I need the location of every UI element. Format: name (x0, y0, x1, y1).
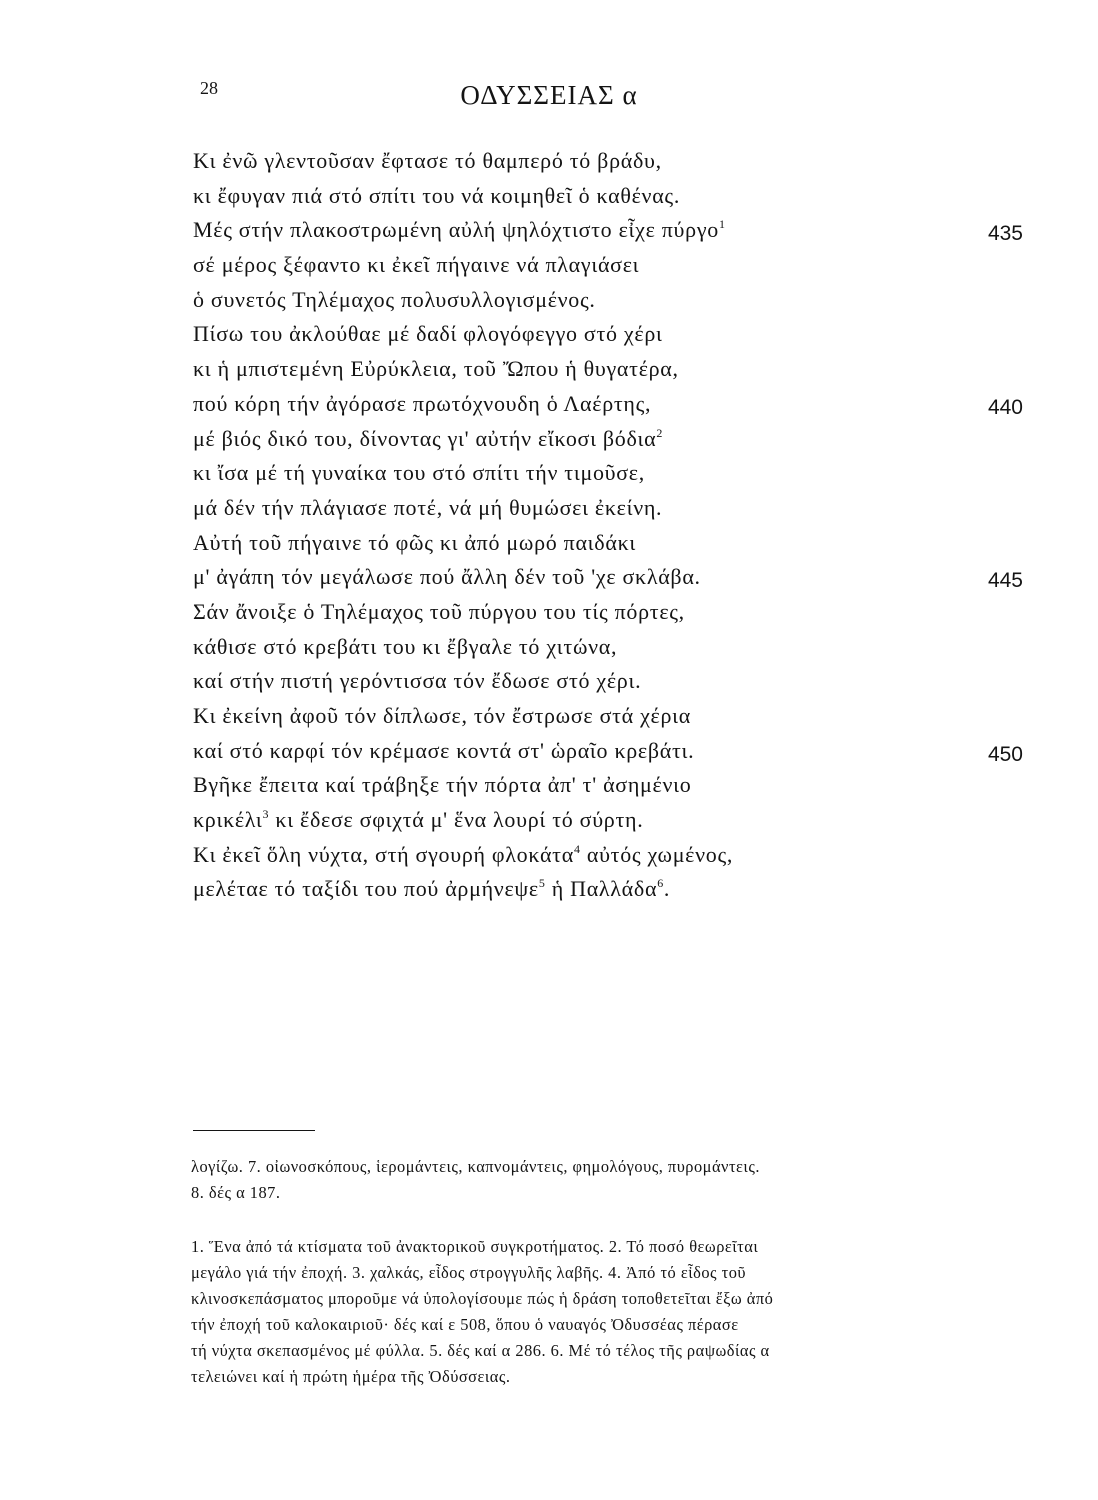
verse-line (193, 491, 1023, 526)
verse-segment: κρικέλι (193, 807, 263, 833)
footnote-marker: 5 (538, 876, 546, 891)
footnote-line: 1. Ἕνα ἀπό τά κτίσματα τοῦ ἀνακτορικοῦ συγκροτήματος. 2. Τό ποσό θεωρεῖται (191, 1237, 759, 1256)
verse-text (193, 426, 663, 451)
verse-segment: Κι ἐνῶ γλεντοῦσαν ἔφτασε τό θαμπερό τό βράδυ, (193, 148, 662, 173)
verse-text (193, 530, 636, 555)
verse-text (193, 634, 617, 659)
footnote-line: μεγάλο γιά τήν ἐποχή. 3. χαλκάς, εἶδος στρογγυλῆς λαβῆς. 4. Ἀπό τό εἶδος τοῦ (191, 1263, 747, 1282)
footnote-line: κλινοσκεπάσματος μποροῦμε νά ὑπολογίσουμε πώς ἡ δράση τοποθετεῖται ἔξω ἀπό (191, 1289, 774, 1308)
verse-segment: Βγῆκε ἔπειτα καί τράβηξε τήν πόρτα ἀπ' τ' ἀσημένιο (193, 772, 692, 798)
verse-segment: . (663, 876, 671, 902)
verse-line (193, 422, 1023, 457)
verse-segment: καί στήν πιστή γερόντισσα τόν ἔδωσε στό χέρι. (193, 668, 642, 694)
verse-line (193, 317, 1023, 352)
footnote-line: τή νύχτα σκεπασμένος μέ φύλλα. 5. δές καί α 286. 6. Μέ τό τέλος τῆς ραψωδίας α (191, 1341, 770, 1360)
verse-text (193, 460, 645, 485)
verse-text (193, 356, 679, 381)
verse-block (193, 144, 1023, 907)
verse-line (193, 595, 1023, 630)
verse-text (193, 391, 651, 416)
verse-line (193, 630, 1023, 665)
verse-segment: κι ἔδεσε σφιχτά μ' ἕνα λουρί τό σύρτη. (269, 807, 644, 833)
verse-segment: κι ἴσα μέ τή γυναίκα του στό σπίτι τήν τιμοῦσε, (193, 460, 645, 486)
verse-segment: αὐτός χωμένος, (580, 841, 734, 867)
verse-segment: Αὐτή τοῦ πήγαινε τό φῶς κι ἀπό μωρό παιδάκι (193, 529, 636, 555)
verse-segment: κάθισε στό κρεβάτι του κι ἔβγαλε τό χιτώνα, (193, 633, 618, 659)
verse-text (193, 148, 662, 173)
page-number: 28 (200, 78, 218, 98)
line-number: 450 (987, 742, 1023, 766)
verse-segment: μ' ἀγάπη τόν μεγάλωσε πού ἄλλη δέν τοῦ 'χε σκλάβα. (193, 564, 701, 590)
line-number: 435 (987, 222, 1023, 246)
footnote-marker: 6 (657, 876, 664, 891)
verse-line (193, 872, 1023, 907)
footnote-line: τελειώνει καί ἡ πρώτη ἡμέρα τῆς Ὀδύσσειας. (191, 1367, 511, 1386)
verse-segment: κι ἡ μπιστεμένη Εὐρύκλεια, τοῦ Ὤπου ἡ θυγατέρα, (193, 356, 679, 382)
verse-text (193, 321, 663, 346)
footnote-marker: 3 (262, 807, 270, 822)
footnote-line: τήν ἐποχή τοῦ καλοκαιριοῦ· δές καί ε 508, ὅπου ὁ ναυαγός Ὀδυσσέας πέρασε (191, 1315, 739, 1334)
verse-segment: πού κόρη τήν ἀγόρασε πρωτόχνουδη ὁ Λαέρτης, (193, 390, 652, 416)
line-number: 440 (987, 395, 1023, 419)
verse-text (193, 772, 691, 797)
verse-segment: μέ βιός δικό του, δίνοντας γι' αὐτήν εἴκοσι βόδια (193, 425, 657, 451)
footnote-line: λογίζω. 7. οἰωνοσκόπους, ἱερομάντεις, καπνομάντεις, φημολόγους, πυρομάντεις. (191, 1157, 760, 1176)
verse-text (193, 217, 726, 242)
verse-text (193, 287, 596, 312)
verse-text (193, 738, 694, 763)
verse-segment: κι ἔφυγαν πιά στό σπίτι του νά κοιμηθεῖ ὁ καθένας. (193, 182, 681, 208)
verse-text (193, 703, 691, 728)
footnote-marker: 1 (718, 217, 726, 232)
verse-segment: μελέταε τό ταξίδι του πού ἀρμήνεψε (193, 876, 539, 902)
verse-text (193, 876, 670, 901)
verse-line (193, 352, 1023, 387)
verse-segment: σέ μέρος ξέφαντο κι ἐκεῖ πήγαινε νά πλαγιάσει (193, 252, 640, 278)
verse-line (193, 179, 1023, 214)
verse-segment: ὁ συνετός Τηλέμαχος πολυσυλλογισμένος. (193, 286, 596, 312)
verse-text (193, 599, 685, 624)
verse-segment: ἡ Παλλάδα (545, 876, 658, 902)
footnotes-continued (191, 1154, 1021, 1206)
verse-line (193, 803, 1023, 838)
verse-text (193, 668, 641, 693)
verse-line (193, 144, 1023, 179)
verse-segment: Μές στήν πλακοστρωμένη αὐλή ψηλόχτιστο εἶχε πύργο (193, 217, 719, 243)
verse-line (193, 838, 1023, 873)
verse-line (193, 526, 1023, 561)
footnotes (191, 1234, 1021, 1390)
footnote-marker: 4 (573, 841, 581, 856)
verse-line (193, 456, 1023, 491)
verse-line (193, 283, 1023, 318)
running-title: ΟΔΥΣΣΕΙΑΣ α (460, 80, 638, 110)
verse-segment: μά δέν τήν πλάγιασε ποτέ, νά μή θυμώσει ἐκείνη. (193, 494, 663, 520)
verse-text (193, 252, 639, 277)
verse-text (193, 564, 701, 589)
verse-text (193, 807, 643, 832)
verse-line (193, 734, 1023, 769)
verse-segment: Πίσω του ἀκλούθαε μέ δαδί φλογόφεγγο στό χέρι (193, 321, 663, 347)
verse-text (193, 183, 680, 208)
line-number: 445 (987, 569, 1023, 593)
verse-segment: καί στό καρφί τόν κρέμασε κοντά στ' ὡραῖο κρεβάτι. (193, 737, 695, 763)
verse-line (193, 560, 1023, 595)
verse-segment: Κι ἐκείνη ἀφοῦ τόν δίπλωσε, τόν ἔστρωσε στά χέρια (193, 703, 692, 728)
footnote-rule (193, 1130, 315, 1131)
verse-text (193, 842, 733, 867)
verse-segment: Σάν ἄνοιξε ὁ Τηλέμαχος τοῦ πύργου του τίς πόρτες, (193, 598, 685, 624)
verse-segment: Κι ἐκεῖ ὅλη νύχτα, στή σγουρή φλοκάτα (193, 841, 574, 867)
verse-line (193, 768, 1023, 803)
verse-line (193, 664, 1023, 699)
verse-line (193, 699, 1023, 734)
verse-line (193, 387, 1023, 422)
footnote-marker: 2 (656, 425, 664, 440)
footnote-line: 8. δές α 187. (191, 1183, 281, 1202)
verse-line (193, 248, 1023, 283)
verse-text (193, 495, 662, 520)
verse-line (193, 213, 1023, 248)
